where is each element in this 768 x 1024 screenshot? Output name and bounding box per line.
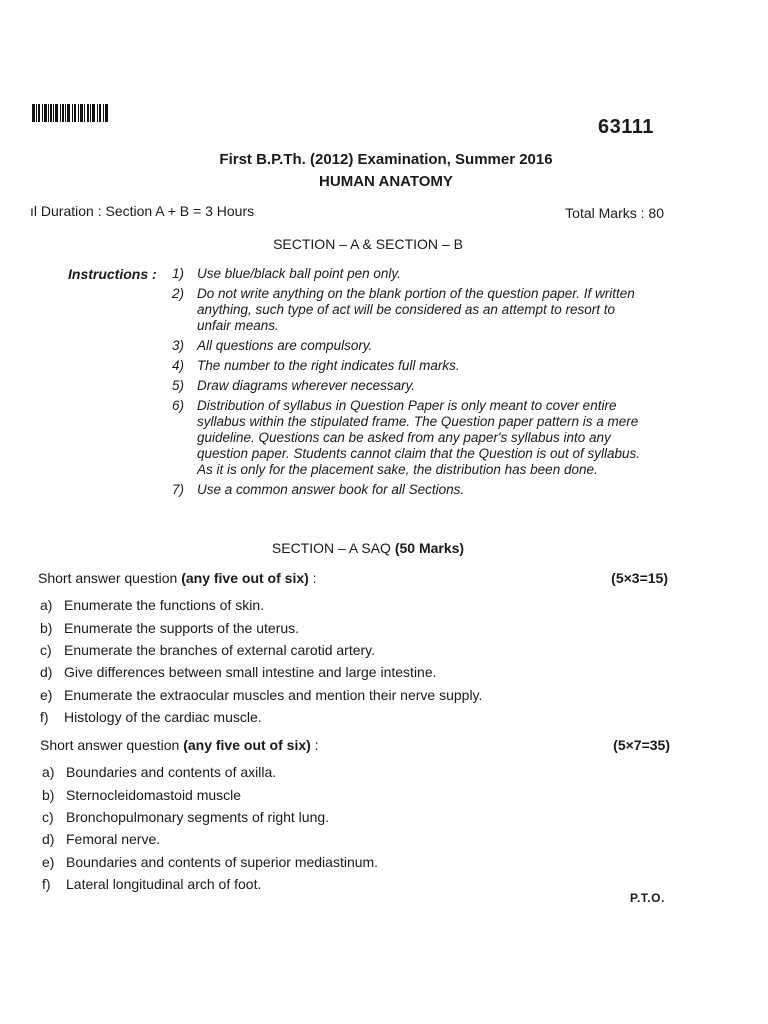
question-text: Enumerate the functions of skin.	[64, 597, 264, 614]
question-item	[42, 851, 662, 873]
question-text: Boundaries and contents of axilla.	[66, 764, 277, 781]
question-suffix: :	[310, 737, 319, 753]
instruction-item	[172, 358, 642, 374]
instruction-number: 7)	[172, 482, 185, 497]
question-emphasis: (any five out of six)	[183, 737, 311, 753]
question-text: Lateral longitudinal arch of foot.	[66, 876, 262, 893]
question-text: Histology of the cardiac muscle.	[64, 709, 262, 726]
instruction-text: Do not write anything on the blank portion of the question paper. If written anything, such type of act will be considered as an attempt to resort to unfair means.	[197, 286, 635, 333]
question-1-list	[40, 594, 660, 728]
question-item	[40, 594, 660, 616]
duration-text: ıl Duration : Section A + B = 3 Hours	[30, 203, 255, 219]
question-letter: d)	[42, 831, 55, 848]
question-item	[42, 873, 662, 895]
instruction-text: Use a common answer book for all Sections.	[197, 482, 465, 497]
paper-code: 63111	[598, 116, 654, 138]
question-text: Bronchopulmonary segments of right lung.	[66, 808, 330, 825]
question-1-prompt	[38, 570, 317, 586]
question-2-prompt	[40, 737, 319, 753]
instruction-item	[172, 286, 642, 334]
instruction-number: 2)	[172, 286, 185, 301]
question-letter: f)	[42, 876, 51, 893]
question-text: Enumerate the branches of external carotid artery.	[64, 641, 376, 658]
instruction-text: Draw diagrams wherever necessary.	[197, 378, 416, 393]
section-a-marks: (50 Marks)	[394, 540, 465, 556]
question-prefix: Short answer question	[38, 570, 182, 586]
total-marks: Total Marks : 80	[565, 205, 664, 221]
question-text: Enumerate the extraocular muscles and mention their nerve supply.	[64, 686, 483, 703]
question-text: Boundaries and contents of superior mediastinum.	[66, 853, 379, 870]
question-1-heading	[38, 570, 668, 586]
question-2-heading	[40, 737, 670, 753]
question-suffix: :	[308, 570, 317, 586]
question-item	[40, 661, 660, 683]
instruction-item	[172, 378, 642, 394]
instruction-number: 6)	[172, 398, 185, 413]
instruction-text: The number to the right indicates full marks.	[197, 358, 460, 373]
question-item	[40, 616, 660, 638]
section-heading: SECTION – A & SECTION – B	[273, 236, 463, 252]
question-text: Femoral nerve.	[66, 831, 161, 848]
question-text: Give differences between small intestine and large intestine.	[64, 664, 437, 681]
question-item	[42, 828, 662, 850]
question-text: Enumerate the supports of the uterus.	[64, 619, 300, 636]
question-letter: f)	[40, 709, 49, 726]
instruction-text: All questions are compulsory.	[197, 338, 373, 353]
instruction-item	[172, 338, 642, 354]
subject-title: HUMAN ANATOMY	[319, 173, 453, 190]
question-item	[40, 684, 660, 706]
barcode-image	[32, 104, 108, 122]
pto-text: P.T.O.	[630, 891, 665, 905]
instruction-number: 1)	[172, 266, 185, 281]
question-item	[42, 783, 662, 805]
instruction-number: 4)	[172, 358, 185, 373]
question-letter: c)	[40, 641, 52, 658]
instructions-list	[172, 266, 642, 502]
question-item	[42, 806, 662, 828]
question-emphasis: (any five out of six)	[181, 570, 309, 586]
question-letter: e)	[40, 686, 53, 703]
exam-title: First B.P.Th. (2012) Examination, Summer 2016	[219, 151, 553, 168]
instruction-text: Distribution of syllabus in Question Paper is only meant to cover entire syllabus within the stipulated frame. The Question paper pattern is a mere guideline. Questions can be asked from any paper's syllabus into any question paper. Students cannot claim that the Question is out of syllabus. As it is only for the placement sake, the distribution has been done.	[197, 398, 641, 477]
instruction-number: 5)	[172, 378, 185, 393]
question-letter: a)	[40, 597, 53, 614]
question-item	[40, 639, 660, 661]
question-letter: c)	[42, 808, 54, 825]
question-letter: b)	[40, 619, 53, 636]
question-letter: a)	[42, 764, 55, 781]
question-2-marks: (5×7=35)	[613, 737, 670, 753]
instruction-item	[172, 398, 642, 478]
instruction-number: 3)	[172, 338, 185, 353]
instructions-label: Instructions :	[68, 266, 157, 282]
section-a-heading	[28, 540, 708, 556]
section-a-heading-text: SECTION – A SAQ	[271, 540, 395, 556]
question-item	[42, 761, 662, 783]
question-letter: d)	[40, 664, 53, 681]
instruction-item	[172, 266, 642, 282]
question-text: Sternocleidomastoid muscle	[66, 786, 242, 803]
question-letter: b)	[42, 786, 55, 803]
question-2-list	[42, 761, 662, 895]
instruction-item	[172, 482, 642, 498]
question-prefix: Short answer question	[40, 737, 184, 753]
question-item	[40, 706, 660, 728]
instruction-text: Use blue/black ball point pen only.	[197, 266, 401, 281]
question-letter: e)	[42, 853, 55, 870]
question-1-marks: (5×3=15)	[611, 570, 668, 586]
